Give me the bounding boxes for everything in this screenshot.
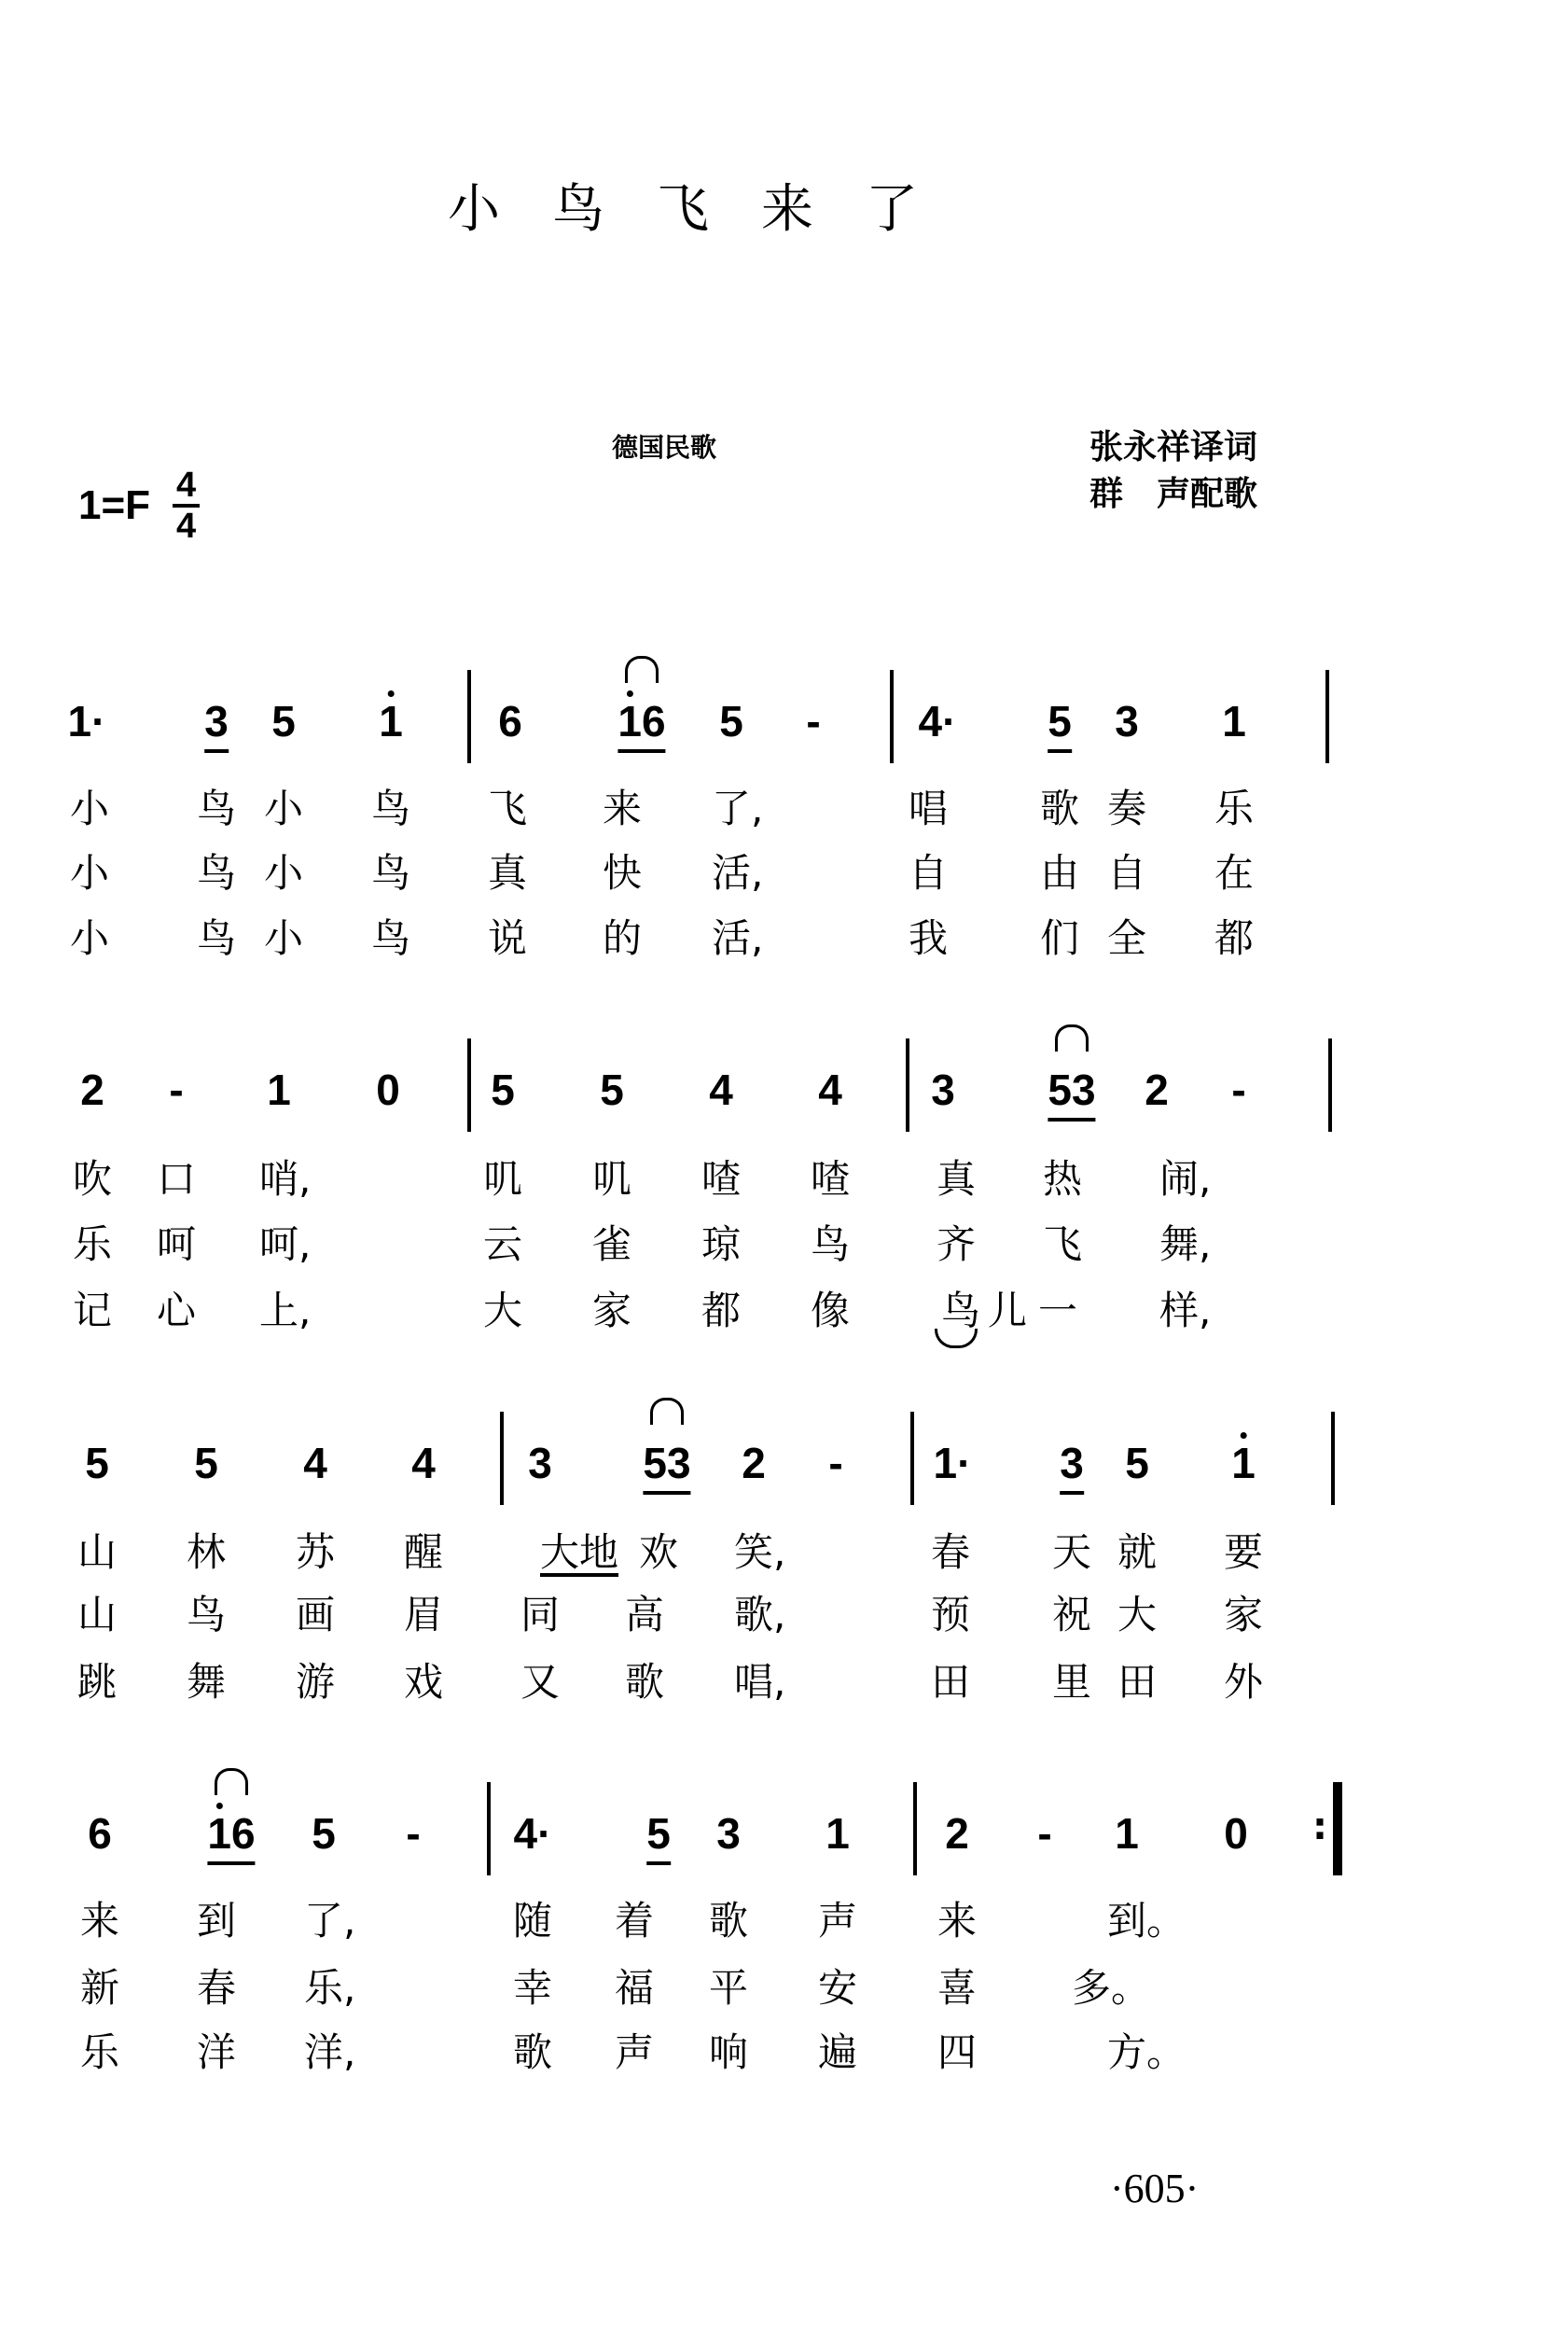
note [1115,696,1139,746]
note [1048,1065,1095,1115]
lyric-syllable: 心 [157,1288,197,1333]
lyric-syllable: 我 [909,915,949,961]
note [267,1065,291,1115]
lyric-syllable: 鸟 [197,786,237,831]
note-digits: 6 [498,697,522,745]
lyric-syllable: 高 [625,1592,665,1637]
lyric-syllable: 一 [1038,1288,1078,1333]
note [826,1808,850,1859]
note-digits: 4· [918,697,957,745]
barline [913,1782,917,1875]
lyric-syllable: 琼 [701,1221,742,1267]
note-digits: 5 [646,1809,671,1865]
barline [1331,1412,1335,1505]
note [1231,1065,1245,1115]
time-numerator: 4 [173,467,200,508]
note-digits: - [828,1439,843,1487]
lyric-syllable: 幸 [513,1965,553,2011]
lyric-syllable: 四 [937,2029,978,2075]
lyric-syllable: 家 [592,1288,632,1333]
note-digits: 5 [194,1439,218,1487]
lyric-syllable: 声 [818,1898,858,1944]
note [806,696,820,746]
slur-arc [1055,1024,1089,1052]
high-octave-note: 1 [207,1809,231,1858]
note [934,1438,972,1488]
lyric-syllable: 样, [1159,1288,1212,1333]
lyric-syllable: 跳 [77,1659,118,1705]
lyric-syllable: 遍 [818,2029,858,2075]
note-digits: 3 [528,1439,552,1487]
lyric-syllable: 舞, [1159,1221,1212,1267]
note [204,696,229,746]
lyric-syllable: 歌 [625,1659,665,1705]
slur-arc [215,1768,248,1795]
lyric-syllable: 叽 [592,1156,632,1202]
lyric-syllable: 由 [1040,850,1080,896]
lyric-syllable: 笑, [734,1529,786,1575]
lyric-syllable: 叽 [483,1156,523,1202]
note-digits: 53 [1048,1066,1095,1122]
note-digits [1231,1439,1256,1487]
lyric-syllable: 鸟 [371,850,411,896]
lyric-syllable: 春 [931,1529,971,1575]
lyric-syllable: 方。 [1107,2029,1186,2075]
lyric-syllable: 了, [304,1898,356,1944]
note [1048,696,1072,746]
barline [890,670,894,763]
lyric-syllable: 舞 [187,1659,227,1705]
note-digits: 1 [1222,697,1246,745]
high-octave-note: 1 [617,697,642,745]
note [312,1808,336,1859]
lyric-syllable: 鸟 [197,915,237,961]
high-octave-note: 1 [1231,1439,1256,1487]
note [828,1438,842,1488]
slur-arc [625,656,659,683]
note [303,1438,327,1488]
note-digits: - [169,1066,184,1114]
lyric-syllable: 春 [197,1965,237,2011]
lyric-syllable: 飞 [488,786,528,831]
lyric-syllable: 闹, [1159,1156,1212,1202]
lyric-syllable: 记 [73,1288,113,1333]
lyric-syllable: 快 [603,850,643,896]
time-denominator: 4 [176,507,197,546]
note-digits: 4 [411,1439,436,1487]
lyric-syllable: 多。 [1072,1965,1151,2011]
lyric-syllable: 声 [615,2029,655,2075]
lyric-syllable: 儿 [988,1288,1028,1333]
lyric-syllable: 歌 [1040,786,1080,831]
note-digits: 3 [716,1809,741,1858]
lyric-syllable: 在 [1214,850,1255,896]
note [919,696,957,746]
note-digits: - [406,1809,421,1858]
lyric-syllable: 洋 [197,2029,237,2075]
lyric-syllable: 到 [197,1898,237,1944]
lyric-syllable: 口 [157,1156,197,1202]
note-digits: 5 [491,1066,515,1114]
note-digits: 0 [376,1066,400,1114]
note [68,696,106,746]
lyricist-credit: 张永祥译词 [1089,428,1258,467]
lyric-syllable: 乐 [73,1221,113,1267]
lyric-syllable: 歌 [513,2029,553,2075]
lyric-syllable: 山 [77,1529,118,1575]
barline [1328,1038,1332,1132]
note-digit: 6 [231,1809,256,1858]
lyric-syllable: 鸟 [811,1221,851,1267]
note [600,1065,624,1115]
lyric-syllable: 雀 [592,1221,632,1267]
note [514,1808,552,1859]
lyric-syllable: 活, [712,850,764,896]
note-digits: 5 [1125,1439,1149,1487]
lyric-syllable: 来 [80,1898,120,1944]
lyric-syllable: 云 [483,1221,523,1267]
note [379,696,403,746]
lyric-syllable: 飞 [1043,1221,1083,1267]
note [169,1065,183,1115]
key-signature [78,467,200,545]
lyric-syllable: 福 [615,1965,655,2011]
note-digits: 1 [1115,1809,1139,1858]
lyric-syllable: 小 [264,850,304,896]
note [80,1065,104,1115]
lyric-syllable: 大 [483,1288,523,1333]
note-digits: 5 [271,697,296,745]
note-digits: 0 [1224,1809,1248,1858]
note [271,696,296,746]
lyric-syllable: 乐, [304,1965,356,2011]
lyric-syllable: 着 [615,1898,655,1944]
note [617,696,665,746]
lyric-syllable: 小 [70,915,110,961]
lyric-syllable: 像 [811,1288,851,1333]
lyric-syllable: 吹 [73,1156,113,1202]
lyric-syllable: 活, [712,915,764,961]
note-digits: 5 [600,1066,624,1114]
barline [487,1782,491,1875]
note [716,1808,741,1859]
note [719,696,743,746]
note [1115,1808,1139,1859]
credits [1089,425,1257,518]
lyric-syllable: 呵, [259,1221,312,1267]
lyric-syllable: 平 [709,1965,749,2011]
lyric-syllable: 要 [1224,1529,1264,1575]
lyric-syllable: 哨, [259,1156,312,1202]
note [491,1065,515,1115]
note [818,1065,842,1115]
note [498,696,522,746]
note-digits: 2 [742,1439,766,1487]
note-digits: - [1231,1066,1246,1114]
note [945,1808,969,1859]
lyric-syllable: 大地 [540,1529,619,1575]
note-digits: 5 [312,1809,336,1858]
lyric-syllable: 大 [1117,1592,1158,1637]
repeat-dots: : [1312,1805,1327,1848]
arranger-credit: 群 声配歌 [1089,475,1258,513]
note [709,1065,733,1115]
lyric-syllable: 祝 [1052,1592,1092,1637]
lyric-syllable: 歌 [709,1898,749,1944]
note-digits: 1· [67,697,106,745]
lyric-syllable: 游 [296,1659,336,1705]
lyric-syllable: 眉 [404,1592,444,1637]
lyric-syllable: 小 [264,915,304,961]
lyric-syllable: 都 [1214,915,1255,961]
lyric-syllable: 醒 [404,1529,444,1575]
time-signature [173,467,200,545]
song-title: 小鸟飞来了 [448,179,970,240]
slur-arc [650,1398,684,1425]
lyric-syllable: 家 [1224,1592,1264,1637]
lyric-syllable: 鸟 [371,786,411,831]
note-digits: 3 [931,1066,955,1114]
lyric-syllable: 小 [264,786,304,831]
lyric-syllable: 田 [931,1659,971,1705]
lyric-syllable: 田 [1117,1659,1158,1705]
note-digits: 4 [303,1439,327,1487]
lyric-syllable: 欢 [639,1529,679,1575]
note-digits [207,1809,255,1865]
lyric-syllable: 唱 [909,786,949,831]
note [1222,696,1246,746]
note [742,1438,766,1488]
barline [467,670,471,763]
lyric-syllable: 鸟 [941,1288,981,1333]
lyric-syllable: 喜 [937,1965,978,2011]
end-repeat-barline [1333,1782,1342,1875]
lyric-syllable: 画 [296,1592,336,1637]
lyric-syllable: 响 [709,2029,749,2075]
barline [910,1412,914,1505]
note [411,1438,436,1488]
lyric-syllable: 来 [603,786,643,831]
note-digits: 4 [818,1066,842,1114]
lyric-syllable: 鸟 [187,1592,227,1637]
lyric-syllable: 同 [520,1592,561,1637]
note-digits: 6 [88,1809,112,1858]
note [85,1438,109,1488]
key-label: 1=F [78,482,151,528]
note-digits: 3 [1115,697,1139,745]
note-digits: 4 [709,1066,733,1114]
note [931,1065,955,1115]
note-digits: 4· [513,1809,552,1858]
note-digits: 5 [1048,697,1072,753]
lyric-syllable: 的 [603,915,643,961]
note [1125,1438,1149,1488]
barline [906,1038,909,1132]
lyric-syllable: 说 [488,915,528,961]
lyric-syllable: 林 [187,1529,227,1575]
note-digit: 6 [642,697,666,745]
note-digits: 3 [1060,1439,1084,1495]
lyric-syllable: 山 [77,1592,118,1637]
barline [467,1038,471,1132]
lyric-syllable: 自 [1107,850,1147,896]
lyric-syllable: 洋, [304,2029,356,2075]
note [1037,1808,1051,1859]
note-digits: 5 [719,697,743,745]
lyric-syllable: 到。 [1107,1898,1186,1944]
lyric-syllable: 上, [259,1288,312,1333]
note-digits: - [1037,1809,1052,1858]
note [406,1808,420,1859]
note-digits: 1· [933,1439,972,1487]
note [194,1438,218,1488]
lyric-syllable: 天 [1052,1529,1092,1575]
lyric-syllable: 就 [1117,1529,1158,1575]
note [1231,1438,1256,1488]
lyric-syllable: 里 [1052,1659,1092,1705]
note [646,1808,671,1859]
note-digits: 2 [1145,1066,1169,1114]
lyric-syllable: 安 [818,1965,858,2011]
lyric-syllable: 都 [701,1288,742,1333]
note [376,1065,400,1115]
lyric-syllable: 们 [1040,915,1080,961]
lyric-syllable: 鸟 [197,850,237,896]
lyric-syllable: 喳 [811,1156,851,1202]
lyric-syllable: 喳 [701,1156,742,1202]
high-octave-note: 1 [379,697,403,745]
lyric-syllable: 真 [937,1156,977,1202]
lyric-syllable: 来 [937,1898,978,1944]
barline [1325,670,1329,763]
note [528,1438,552,1488]
note [1224,1808,1248,1859]
barline [500,1412,504,1505]
note [207,1808,255,1859]
note [643,1438,690,1488]
lyric-syllable: 真 [488,850,528,896]
lyric-syllable: 歌, [734,1592,786,1637]
lyric-syllable: 新 [80,1965,120,2011]
lyric-syllable: 热 [1043,1156,1083,1202]
note [1060,1438,1084,1488]
lyric-syllable: 随 [513,1898,553,1944]
lyric-syllable: 唱, [734,1659,786,1705]
lyric-syllable: 预 [931,1592,971,1637]
lyric-syllable: 自 [909,850,949,896]
lyric-syllable: 鸟 [371,915,411,961]
note-digits: 53 [643,1439,690,1495]
lyric-slur [935,1329,978,1348]
note-digits [617,697,665,753]
lyric-syllable: 小 [70,850,110,896]
note [88,1808,112,1859]
lyric-syllable: 又 [520,1659,561,1705]
lyric-syllable: 奏 [1107,786,1147,831]
note-digits: 2 [80,1066,104,1114]
lyric-syllable: 小 [70,786,110,831]
lyric-syllable: 呵 [157,1221,197,1267]
note-digits: - [806,697,821,745]
note-digits: 2 [945,1809,969,1858]
lyric-syllable: 苏 [296,1529,336,1575]
lyric-syllable: 外 [1224,1659,1264,1705]
note-digits: 3 [204,697,229,753]
note-digits: 1 [267,1066,291,1114]
lyric-syllable: 齐 [937,1221,977,1267]
song-origin: 德国民歌 [612,432,717,463]
lyric-syllable: 全 [1107,915,1147,961]
lyric-syllable: 乐 [1214,786,1255,831]
lyric-syllable: 了, [712,786,764,831]
note-digits: 5 [85,1439,109,1487]
note-digits: 1 [826,1809,850,1858]
note-digits [379,697,403,745]
note [1145,1065,1169,1115]
lyric-syllable: 乐 [80,2029,120,2075]
lyric-syllable: 戏 [404,1659,444,1705]
page-number: ·605· [1110,2166,1200,2211]
